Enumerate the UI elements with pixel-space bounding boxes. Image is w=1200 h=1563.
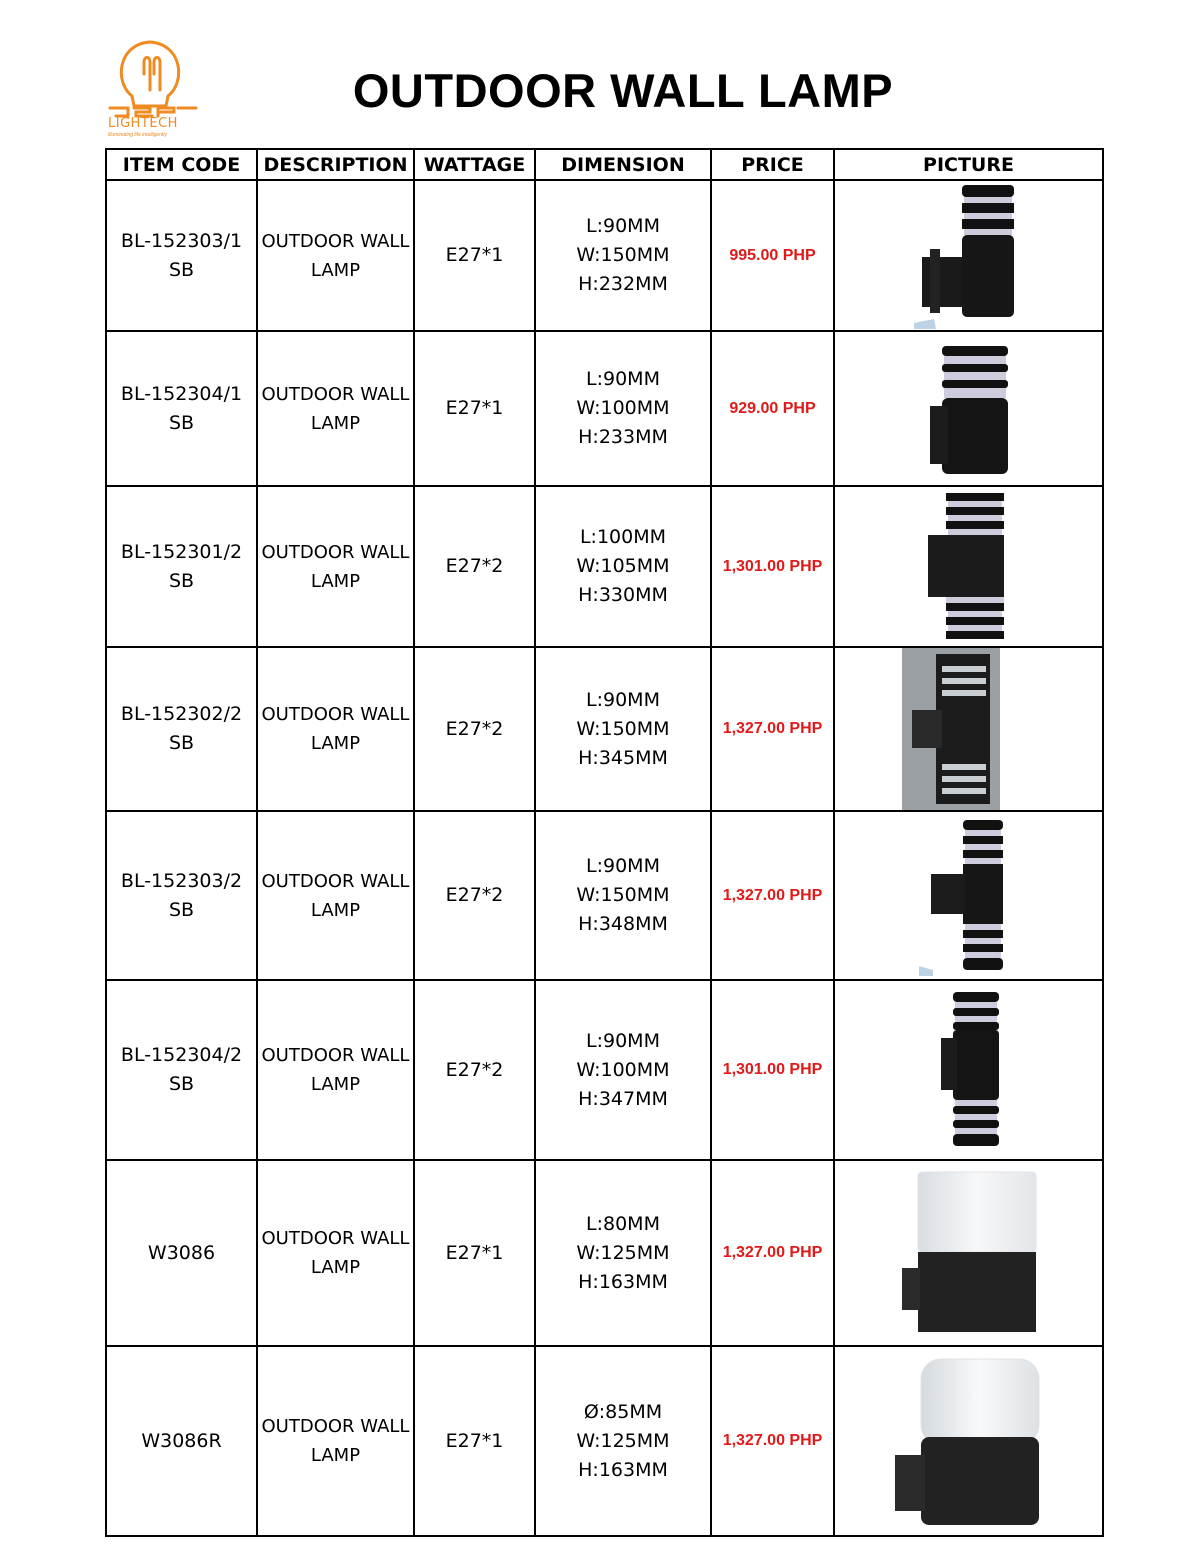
description: OUTDOOR WALL LAMP: [257, 811, 414, 980]
table-row: [106, 1346, 1103, 1536]
dimension: Ø:85MM W:125MM H:163MM: [535, 1346, 711, 1536]
cylinder-lamp-up-down-picture: [919, 816, 1019, 976]
page-title: OUTDOOR WALL LAMP: [352, 64, 894, 117]
item-code: W3086R: [106, 1346, 257, 1536]
table-row: [106, 647, 1103, 811]
table-row: [106, 331, 1103, 486]
square-lamp-photo-picture: [902, 648, 1000, 810]
item-code: BL-152303/1 SB: [106, 180, 257, 331]
picture-cell: [834, 647, 1103, 811]
dimension: L:100MM W:105MM H:330MM: [535, 486, 711, 647]
dimension: L:90MM W:150MM H:348MM: [535, 811, 711, 980]
price: 995.00 PHP: [711, 180, 834, 331]
brand-tagline: illuminating life intelligently: [108, 132, 167, 138]
price: 1,327.00 PHP: [711, 1160, 834, 1346]
slanted-lamp-picture: [914, 336, 1024, 482]
price: 929.00 PHP: [711, 331, 834, 486]
wattage: E27*2: [414, 811, 535, 980]
header-item-code: ITEM CODE: [106, 149, 257, 180]
cylinder-lamp-picture: [914, 183, 1024, 329]
table-row: [106, 1160, 1103, 1346]
table-row: [106, 980, 1103, 1160]
price-table: [105, 148, 1104, 1537]
dimension: L:90MM W:100MM H:347MM: [535, 980, 711, 1160]
description: OUTDOOR WALL LAMP: [257, 980, 414, 1160]
header-description: DESCRIPTION: [257, 149, 414, 180]
table-row: [106, 486, 1103, 647]
wattage: E27*2: [414, 980, 535, 1160]
description: OUTDOOR WALL LAMP: [257, 1160, 414, 1346]
price: 1,301.00 PHP: [711, 486, 834, 647]
item-code: BL-152301/2 SB: [106, 486, 257, 647]
wattage: E27*1: [414, 331, 535, 486]
round-white-shade-lamp-picture: [889, 1351, 1049, 1531]
wattage: E27*2: [414, 647, 535, 811]
item-code: BL-152302/2 SB: [106, 647, 257, 811]
price: 1,327.00 PHP: [711, 1346, 834, 1536]
wattage: E27*1: [414, 1346, 535, 1536]
price: 1,327.00 PHP: [711, 647, 834, 811]
brand-name: LIGHTECH: [108, 116, 178, 131]
description: OUTDOOR WALL LAMP: [257, 647, 414, 811]
table-row: [106, 180, 1103, 331]
picture-cell: [834, 180, 1103, 331]
dimension: L:80MM W:125MM H:163MM: [535, 1160, 711, 1346]
table-header-row: [106, 149, 1103, 180]
item-code: BL-152304/1 SB: [106, 331, 257, 486]
picture-cell: [834, 811, 1103, 980]
price: 1,301.00 PHP: [711, 980, 834, 1160]
header-price: PRICE: [711, 149, 834, 180]
item-code: BL-152304/2 SB: [106, 980, 257, 1160]
item-code: W3086: [106, 1160, 257, 1346]
description: OUTDOOR WALL LAMP: [257, 331, 414, 486]
square-white-shade-lamp-picture: [894, 1168, 1044, 1338]
price: 1,327.00 PHP: [711, 811, 834, 980]
table-row: [106, 811, 1103, 980]
dimension: L:90MM W:150MM H:232MM: [535, 180, 711, 331]
description: OUTDOOR WALL LAMP: [257, 486, 414, 647]
dimension: L:90MM W:150MM H:345MM: [535, 647, 711, 811]
wattage: E27*1: [414, 1160, 535, 1346]
header-picture: PICTURE: [834, 149, 1103, 180]
picture-cell: [834, 486, 1103, 647]
square-lamp-picture: [924, 491, 1014, 643]
wattage: E27*1: [414, 180, 535, 331]
picture-cell: [834, 331, 1103, 486]
picture-cell: [834, 1160, 1103, 1346]
dimension: L:90MM W:100MM H:233MM: [535, 331, 711, 486]
picture-cell: [834, 980, 1103, 1160]
wattage: E27*2: [414, 486, 535, 647]
picture-cell: [834, 1346, 1103, 1536]
description: OUTDOOR WALL LAMP: [257, 180, 414, 331]
description: OUTDOOR WALL LAMP: [257, 1346, 414, 1536]
header-dimension: DIMENSION: [535, 149, 711, 180]
header-wattage: WATTAGE: [414, 149, 535, 180]
item-code: BL-152303/2 SB: [106, 811, 257, 980]
slanted-lamp-up-down-picture: [919, 988, 1019, 1152]
